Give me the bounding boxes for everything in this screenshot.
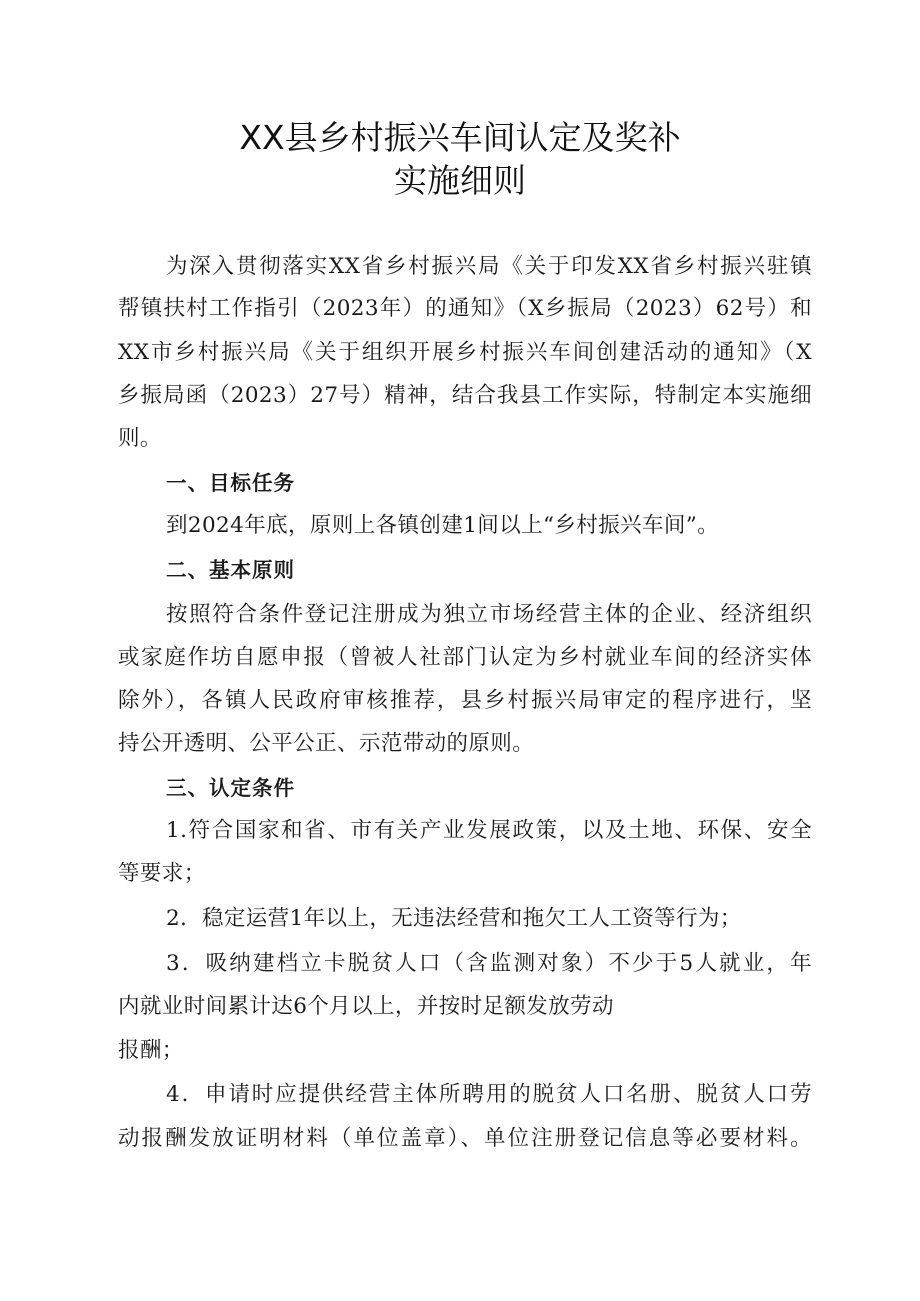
criteria-line-2: 等要求； [118,861,206,886]
principles-line-4: 持公开透明、公平公正、示范带动的原则。 [118,731,535,756]
intro-line-1: 为深入贯彻落实XX省乡村振兴局《关于印发XX省乡村振兴驻镇 [166,254,812,279]
criteria-line-7: 4．申请时应提供经营主体所聘用的脱贫人口名册、脱贫人口劳 [166,1082,812,1107]
criteria-line-6: 报酬； [118,1038,184,1063]
criteria-line-8: 动报酬发放证明材料（单位盖章）、单位注册登记信息等必要材料。 [118,1126,812,1151]
intro-line-3: XX市乡村振兴局《关于组织开展乡村振兴车间创建活动的通知》（X [118,340,812,365]
section-heading-goals: 一、目标任务 [166,471,295,495]
intro-line-2: 帮镇扶村工作指引（2023年）的通知》（X乡振局（2023）62号）和 [118,296,812,321]
criteria-line-1: 1.符合国家和省、市有关产业发展政策，以及土地、环保、安全 [166,818,812,843]
intro-line-5: 则。 [118,426,162,451]
document-title-line-1: XX县乡村振兴车间认定及奖补 [239,118,681,157]
section-heading-criteria: 三、认定条件 [166,776,295,800]
criteria-line-3: 2．稳定运营1年以上，无违法经营和拖欠工人工资等行为； [166,906,742,931]
section-heading-principles: 二、基本原则 [166,558,295,582]
principles-line-2: 或家庭作坊自愿申报（曾被人社部门认定为乡村就业车间的经济实体 [118,645,812,670]
criteria-line-4: 3．吸纳建档立卡脱贫人口（含监测对象）不少于5人就业，年 [166,951,812,976]
goals-line-1: 到2024年底，原则上各镇创建1间以上“乡村振兴车间”。 [166,513,720,538]
intro-line-4: 乡振局函（2023）27号）精神，结合我县工作实际，特制定本实施细 [118,383,812,408]
principles-line-1: 按照符合条件登记注册成为独立市场经营主体的企业、经济组织 [166,602,812,627]
document-title-line-2: 实施细则 [394,161,526,200]
criteria-line-5: 内就业时间累计达6个月以上，并按时足额发放劳动 [118,994,614,1019]
principles-line-3: 除外），各镇人民政府审核推荐，县乡村振兴局审定的程序进行，坚 [118,688,812,713]
